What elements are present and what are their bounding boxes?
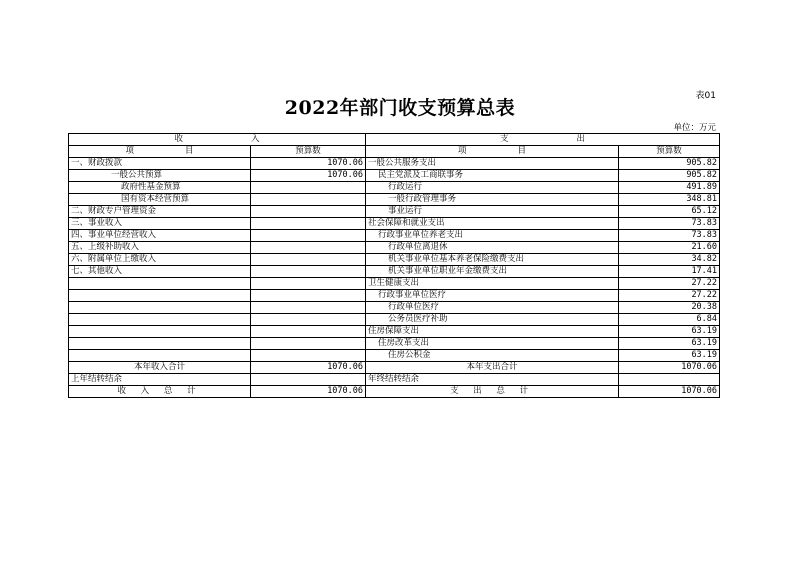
table-row — [69, 158, 720, 170]
table-row — [69, 230, 720, 242]
expense-value: 27.22 — [619, 278, 720, 290]
expense-value: 73.83 — [619, 230, 720, 242]
expense-item: 一般行政管理事务 — [366, 194, 619, 206]
income-item: 七、其他收入 — [69, 266, 251, 278]
income-item: 四、事业单位经营收入 — [69, 230, 251, 242]
income-item — [69, 338, 251, 350]
expense-budget-header: 预算数 — [619, 146, 720, 158]
table-number: 表01 — [695, 91, 716, 101]
expense-item-header: 项 目 — [366, 146, 619, 158]
income-header: 收 入 — [69, 134, 366, 146]
expense-item: 民主党派及工商联事务 — [366, 170, 619, 182]
total-expense-label: 支 出 总 计 — [366, 386, 619, 398]
carry-out-value — [619, 374, 720, 386]
expense-item: 机关事业单位基本养老保险缴费支出 — [366, 254, 619, 266]
total-income-label: 收 入 总 计 — [69, 386, 251, 398]
income-item-header: 项 目 — [69, 146, 251, 158]
income-item: 一般公共预算 — [69, 170, 251, 182]
grand-total-row — [69, 386, 720, 398]
expense-value: 905.82 — [619, 158, 720, 170]
expense-item: 卫生健康支出 — [366, 278, 619, 290]
expense-value: 491.89 — [619, 182, 720, 194]
income-item: 二、财政专户管理资金 — [69, 206, 251, 218]
expense-item: 住房公积金 — [366, 350, 619, 362]
income-item: 三、事业收入 — [69, 218, 251, 230]
expense-item: 住房保障支出 — [366, 326, 619, 338]
budget-table-body — [69, 134, 720, 362]
income-item — [69, 290, 251, 302]
carry-in-value — [251, 374, 366, 386]
income-budget-header: 预算数 — [251, 146, 366, 158]
expense-item: 机关事业单位职业年金缴费支出 — [366, 266, 619, 278]
income-value — [251, 242, 366, 254]
income-value — [251, 278, 366, 290]
table-row — [69, 242, 720, 254]
income-value — [251, 206, 366, 218]
table-row — [69, 302, 720, 314]
expense-item: 行政事业单位医疗 — [366, 290, 619, 302]
year-expense-value: 1070.06 — [619, 362, 720, 374]
income-value: 1070.06 — [251, 158, 366, 170]
year-expense-label: 本年支出合计 — [366, 362, 619, 374]
income-value — [251, 338, 366, 350]
income-value: 1070.06 — [251, 170, 366, 182]
expense-item: 行政单位离退休 — [366, 242, 619, 254]
expense-item: 事业运行 — [366, 206, 619, 218]
total-expense-value: 1070.06 — [619, 386, 720, 398]
income-item: 国有资本经营预算 — [69, 194, 251, 206]
carry-over-row — [69, 374, 720, 386]
table-row — [69, 266, 720, 278]
expense-header: 支 出 — [366, 134, 720, 146]
income-value — [251, 302, 366, 314]
expense-value: 905.82 — [619, 170, 720, 182]
income-value — [251, 230, 366, 242]
income-value — [251, 290, 366, 302]
income-item: 一、财政拨款 — [69, 158, 251, 170]
expense-item: 行政运行 — [366, 182, 619, 194]
expense-value: 63.19 — [619, 350, 720, 362]
expense-value: 6.84 — [619, 314, 720, 326]
income-item: 政府性基金预算 — [69, 182, 251, 194]
unit-label: 单位：万元 — [673, 123, 716, 133]
table-row — [69, 218, 720, 230]
income-value — [251, 266, 366, 278]
income-value — [251, 350, 366, 362]
expense-item: 社会保障和就业支出 — [366, 218, 619, 230]
table-row — [69, 314, 720, 326]
income-value — [251, 314, 366, 326]
budget-table — [68, 133, 720, 398]
income-item — [69, 350, 251, 362]
income-value — [251, 254, 366, 266]
income-value — [251, 326, 366, 338]
expense-item: 公务员医疗补助 — [366, 314, 619, 326]
income-value — [251, 182, 366, 194]
expense-value: 65.12 — [619, 206, 720, 218]
table-row — [69, 194, 720, 206]
expense-value: 63.19 — [619, 326, 720, 338]
table-row — [69, 206, 720, 218]
column-header-row — [69, 146, 720, 158]
expense-value: 27.22 — [619, 290, 720, 302]
section-header-row — [69, 134, 720, 146]
table-row — [69, 278, 720, 290]
income-value — [251, 218, 366, 230]
table-row — [69, 170, 720, 182]
expense-item: 住房改革支出 — [366, 338, 619, 350]
table-row — [69, 182, 720, 194]
total-income-value: 1070.06 — [251, 386, 366, 398]
page-title: 2022年部门收支预算总表 — [284, 97, 516, 119]
expense-item: 行政单位医疗 — [366, 302, 619, 314]
income-item: 六、附属单位上缴收入 — [69, 254, 251, 266]
expense-value: 17.41 — [619, 266, 720, 278]
year-income-value: 1070.06 — [251, 362, 366, 374]
income-item — [69, 326, 251, 338]
income-item: 五、上级补助收入 — [69, 242, 251, 254]
expense-value: 20.38 — [619, 302, 720, 314]
table-row — [69, 326, 720, 338]
income-value — [251, 194, 366, 206]
expense-value: 348.81 — [619, 194, 720, 206]
expense-item: 一般公共服务支出 — [366, 158, 619, 170]
table-row — [69, 338, 720, 350]
table-row — [69, 254, 720, 266]
expense-value: 63.19 — [619, 338, 720, 350]
expense-item: 行政事业单位养老支出 — [366, 230, 619, 242]
expense-value: 21.60 — [619, 242, 720, 254]
income-item — [69, 278, 251, 290]
carry-out-label: 年终结转结余 — [366, 374, 619, 386]
expense-value: 73.83 — [619, 218, 720, 230]
year-income-label: 本年收入合计 — [69, 362, 251, 374]
table-row — [69, 350, 720, 362]
income-item — [69, 314, 251, 326]
income-item — [69, 302, 251, 314]
totals-body — [69, 362, 720, 398]
table-row — [69, 290, 720, 302]
year-total-row — [69, 362, 720, 374]
expense-value: 34.82 — [619, 254, 720, 266]
carry-in-label: 上年结转结余 — [69, 374, 251, 386]
